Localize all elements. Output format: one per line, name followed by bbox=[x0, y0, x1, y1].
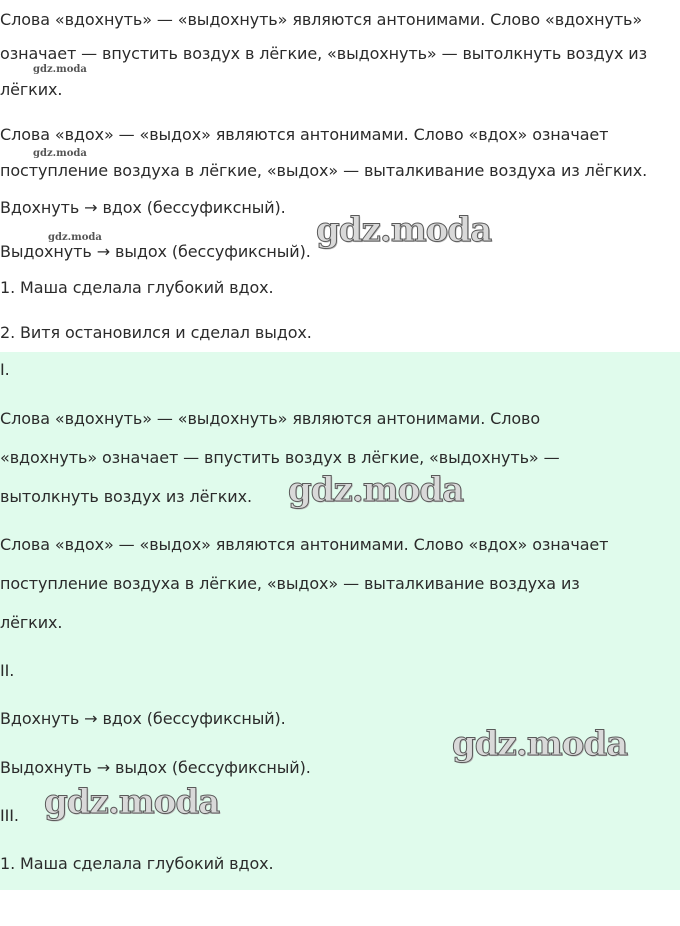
paragraph-line: «вдохнуть» означает — впустить воздух в лёгкие, «выдохнуть» — bbox=[0, 448, 560, 467]
watermark: gdz.moda bbox=[452, 724, 628, 764]
watermark: gdz.moda bbox=[33, 64, 87, 75]
paragraph-line: поступление воздуха в лёгкие, «выдох» — выталкивание воздуха из лёгких. bbox=[0, 161, 648, 180]
paragraph-line: 1. Маша сделала глубокий вдох. bbox=[0, 278, 274, 297]
watermark: gdz.moda bbox=[288, 470, 464, 510]
paragraph-line: Вдохнуть → вдох (бессуфиксный). bbox=[0, 198, 286, 217]
paragraph-line: означает — впустить воздух в лёгкие, «выдохнуть» — вытолкнуть воздух из bbox=[0, 44, 648, 63]
paragraph-line: 2. Витя остановился и сделал выдох. bbox=[0, 323, 312, 342]
watermark: gdz.moda bbox=[48, 232, 102, 243]
paragraph-line: лёгких. bbox=[0, 80, 63, 99]
paragraph-line: Слова «вдох» — «выдох» являются антонимами. Слово «вдох» означает bbox=[0, 535, 609, 554]
paragraph-line: вытолкнуть воздух из лёгких. bbox=[0, 487, 252, 506]
paragraph-line: Выдохнуть → выдох (бессуфиксный). bbox=[0, 758, 311, 777]
paragraph-line: Выдохнуть → выдох (бессуфиксный). bbox=[0, 242, 311, 261]
paragraph-line: 1. Маша сделала глубокий вдох. bbox=[0, 854, 274, 873]
section-heading: I. bbox=[0, 360, 10, 379]
watermark: gdz.moda bbox=[44, 782, 220, 822]
paragraph-line: Слова «вдохнуть» — «выдохнуть» являются антонимами. Слово bbox=[0, 409, 541, 428]
watermark: gdz.moda bbox=[33, 148, 87, 159]
section-heading: II. bbox=[0, 661, 15, 680]
paragraph-line: поступление воздуха в лёгкие, «выдох» — выталкивание воздуха из bbox=[0, 574, 580, 593]
paragraph-line: Слова «вдох» — «выдох» являются антонимами. Слово «вдох» означает bbox=[0, 125, 609, 144]
watermark: gdz.moda bbox=[316, 210, 492, 250]
section-heading: III. bbox=[0, 806, 19, 825]
paragraph-line: лёгких. bbox=[0, 613, 63, 632]
paragraph-line: Слова «вдохнуть» — «выдохнуть» являются антонимами. Слово «вдохнуть» bbox=[0, 10, 643, 29]
paragraph-line: Вдохнуть → вдох (бессуфиксный). bbox=[0, 709, 286, 728]
